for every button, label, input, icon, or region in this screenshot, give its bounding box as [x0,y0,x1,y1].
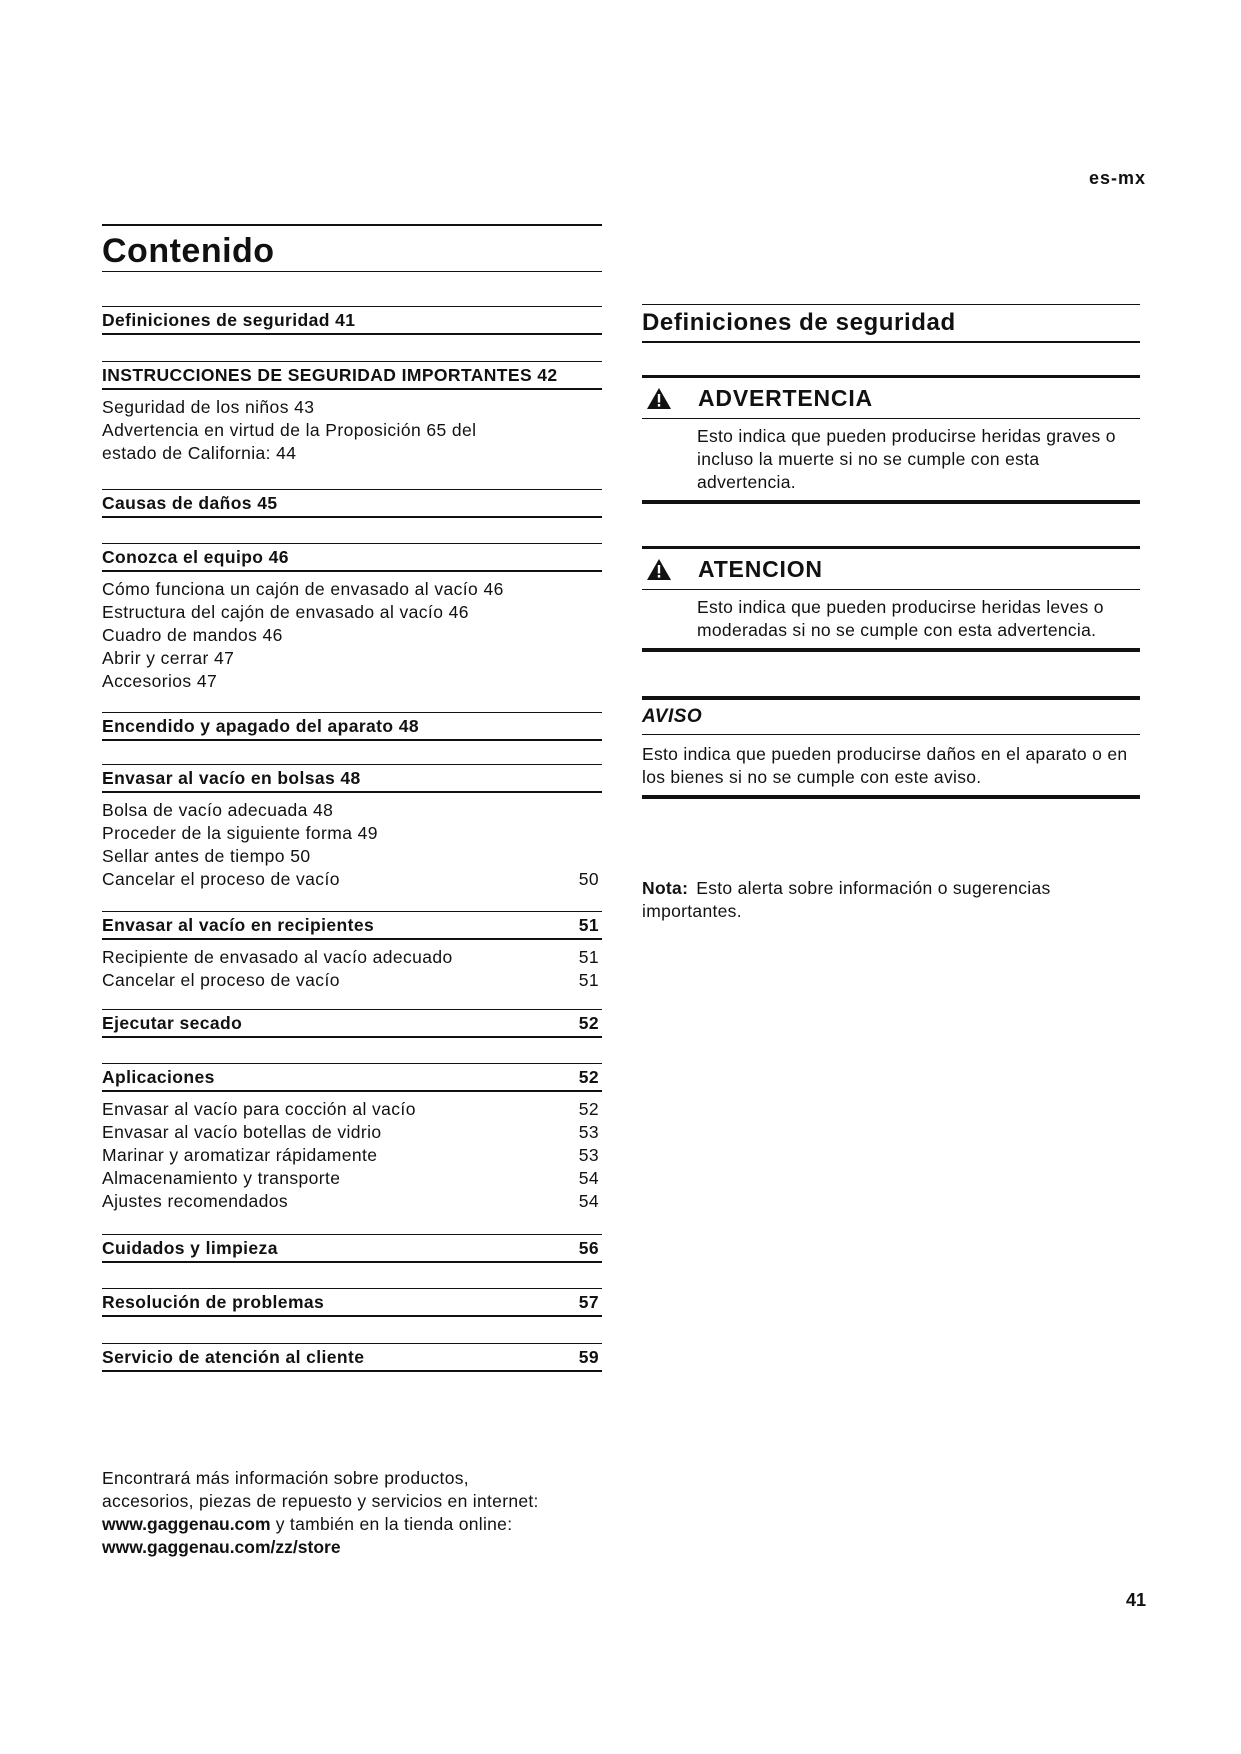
toc-section-heading[interactable] [102,712,602,741]
advertencia-label: ADVERTENCIA [698,384,873,411]
toc-section [102,1234,602,1263]
toc-item-label: Almacenamiento y transporte [102,1168,341,1188]
toc-section-title: Conozca el equipo 46 [102,546,289,567]
toc-item[interactable] [102,1190,602,1213]
toc-item-label: Cancelar el proceso de vacío [102,970,340,990]
toc-item[interactable] [102,601,602,624]
safety-definitions [642,304,1140,923]
toc-section-page: 57 [578,1291,599,1312]
safety-definitions-title: Definiciones de seguridad [642,304,1140,343]
toc-section-heading[interactable] [102,1288,602,1317]
toc-section-page: 52 [578,1066,599,1087]
toc-item-label: Bolsa de vacío adecuada 48 [102,800,334,820]
toc-section-page: 56 [578,1237,599,1258]
toc-section [102,1343,602,1372]
toc-section-title: Cuidados y limpieza [102,1237,278,1258]
toc-section [102,489,602,518]
toc-item[interactable] [102,822,602,845]
toc-item[interactable] [102,799,602,822]
more-info-text [102,1467,622,1559]
toc-section-heading[interactable] [102,911,602,940]
toc-section-heading[interactable] [102,543,602,572]
toc-item-label: Cuadro de mandos 46 [102,625,283,645]
toc-item-label: Recipiente de envasado al vacío adecuado [102,947,453,967]
toc-section-heading[interactable] [102,1009,602,1038]
aviso-block [642,696,1140,799]
toc-item-label: Estructura del cajón de envasado al vacío 46 [102,602,469,622]
aviso-text: Esto indica que pueden producirse daños en el aparato o en los bienes si no se cumple con este aviso. [642,744,1128,787]
toc-section [102,1009,602,1038]
toc-section-items [102,572,602,693]
table-of-contents [102,224,602,1372]
toc-item-label: Envasar al vacío botellas de vidrio [102,1122,382,1142]
website-link[interactable]: www.gaggenau.com [102,1514,271,1534]
toc-section-items [102,793,602,891]
toc-section-items [102,1092,602,1213]
toc-item-label: Proceder de la siguiente forma 49 [102,823,378,843]
toc-item-label: Advertencia en virtud de la Proposición 65 del estado de California: 44 [102,420,477,463]
toc-item[interactable] [102,969,602,992]
toc-section-heading[interactable] [102,1234,602,1263]
toc-section-heading[interactable] [102,1343,602,1372]
toc-item-label: Cómo funciona un cajón de envasado al vacío 46 [102,579,504,599]
toc-item-label: Cancelar el proceso de vacío [102,869,340,889]
toc-section-heading[interactable] [102,489,602,518]
aviso-label: AVISO [642,696,1140,735]
toc-item-label: Seguridad de los niños 43 [102,397,315,417]
toc-section-title: Servicio de atención al cliente [102,1346,365,1367]
nota-text: Esto alerta sobre información o sugerencias importantes. [642,878,1051,921]
more-info-line-1: Encontrará más información sobre productos, [102,1468,469,1488]
toc-section-title: Causas de daños 45 [102,492,278,513]
toc-item[interactable] [102,1121,602,1144]
toc-section-items [102,940,602,992]
toc-title: Contenido [102,232,275,270]
advertencia-block [642,375,1140,504]
toc-section-page: 51 [578,914,599,935]
toc-section-title: Encendido y apagado del aparato 48 [102,715,420,736]
toc-item[interactable] [102,868,602,891]
toc-item[interactable] [102,624,602,647]
more-info-line-2: accesorios, piezas de repuesto y servicios en internet: [102,1491,539,1511]
warning-triangle-icon [642,558,698,581]
toc-section-page: 59 [578,1346,599,1367]
toc-section-items [102,390,602,465]
toc-section-heading[interactable] [102,1063,602,1092]
store-link[interactable]: www.gaggenau.com/zz/store [102,1537,341,1557]
atencion-label: ATENCION [698,555,823,582]
toc-item-page: 51 [578,970,599,990]
toc-section-title: Definiciones de seguridad 41 [102,309,356,330]
atencion-header [642,549,1140,590]
toc-section [102,361,602,465]
toc-item[interactable] [102,1144,602,1167]
toc-item-page: 50 [578,869,599,889]
toc-title-bar [102,224,602,272]
toc-section-title: Resolución de problemas [102,1291,325,1312]
toc-item[interactable] [102,1167,602,1190]
toc-item[interactable] [102,419,602,465]
toc-item[interactable] [102,670,602,693]
toc-item-label: Sellar antes de tiempo 50 [102,846,311,866]
toc-item-label: Ajustes recomendados [102,1191,289,1211]
warning-triangle-icon [642,387,698,410]
page-number: 41 [1125,1590,1146,1610]
toc-section-heading[interactable] [102,361,602,390]
toc-item[interactable] [102,946,602,969]
nota-label: Nota: [642,878,689,898]
toc-item-page: 54 [578,1191,599,1211]
toc-section-heading[interactable] [102,306,602,335]
toc-item-label: Accesorios 47 [102,671,218,691]
toc-item-page: 52 [578,1099,599,1119]
toc-section-title: Ejecutar secado [102,1012,243,1033]
toc-section [102,712,602,741]
toc-item-page: 53 [578,1122,599,1142]
toc-section-title: INSTRUCCIONES DE SEGURIDAD IMPORTANTES 42 [102,364,558,385]
toc-item-page: 53 [578,1145,599,1165]
more-info-line-3-rest: y también en la tienda online: [270,1514,513,1534]
toc-item[interactable] [102,1098,602,1121]
toc-section-title: Aplicaciones [102,1066,215,1087]
toc-item[interactable] [102,578,602,601]
toc-section [102,543,602,693]
toc-section-page: 52 [578,1012,599,1033]
toc-item[interactable] [102,647,602,670]
toc-section [102,764,602,891]
toc-item-page: 54 [578,1168,599,1188]
toc-item[interactable] [102,396,602,419]
toc-item[interactable] [102,845,602,868]
toc-item-label: Marinar y aromatizar rápidamente [102,1145,378,1165]
toc-section-title: Envasar al vacío en bolsas 48 [102,767,361,788]
toc-section [102,1063,602,1213]
nota-block [642,877,1112,923]
toc-section [102,1288,602,1317]
atencion-text: Esto indica que pueden producirse heridas leves o moderadas si no se cumple con esta advertencia. [697,597,1104,640]
advertencia-header [642,378,1140,419]
toc-sections [102,306,602,1372]
toc-section-heading[interactable] [102,764,602,793]
toc-section [102,911,602,992]
toc-item-label: Abrir y cerrar 47 [102,648,235,668]
more-info-line-3 [102,1513,622,1536]
toc-item-label: Envasar al vacío para cocción al vacío [102,1099,416,1119]
advertencia-text: Esto indica que pueden producirse heridas graves o incluso la muerte si no se cumple con esta advertencia. [697,426,1116,492]
toc-item-page: 51 [578,947,599,967]
language-code: es-mx [1088,168,1146,188]
atencion-block [642,546,1140,652]
toc-section-title: Envasar al vacío en recipientes [102,914,375,935]
toc-section [102,306,602,335]
